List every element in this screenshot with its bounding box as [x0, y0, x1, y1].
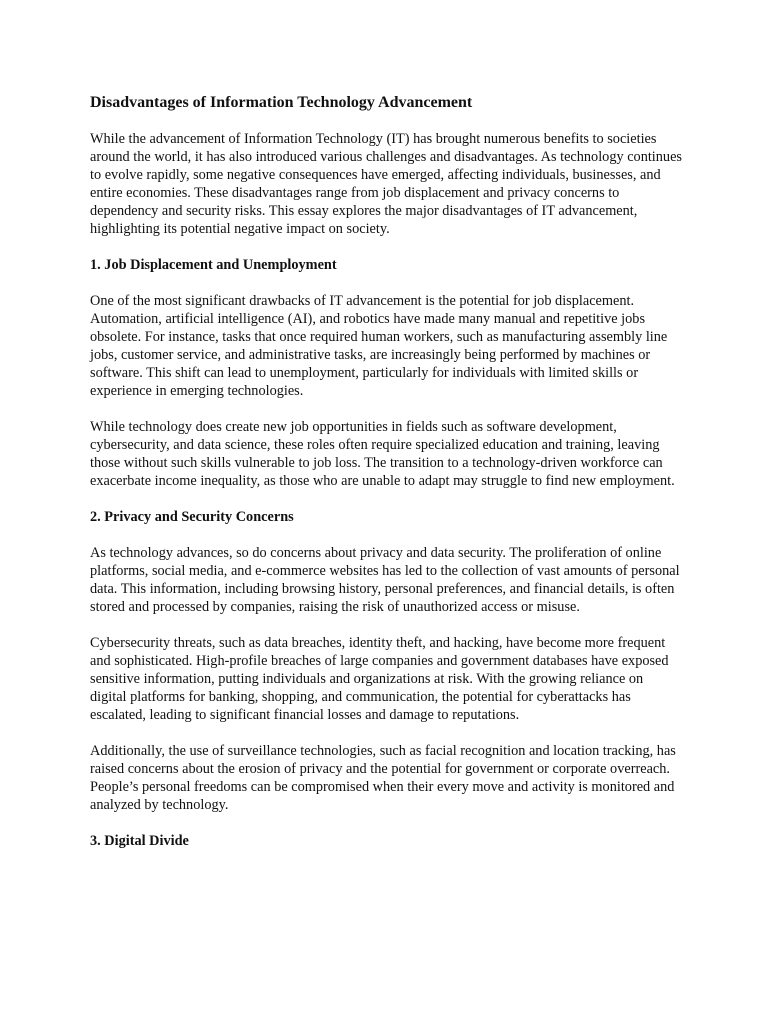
section-heading: 2. Privacy and Security Concerns	[90, 509, 294, 525]
section-paragraph: While technology does create new job opportunities in fields such as software development, cybersecurity, and data science, these roles often require specialized education and training, leaving those without such skills vulnerable to job loss. The transition to a technology-driven workforce can exacerbate income inequality, as those who are unable to adapt may struggle to find new employment.	[90, 419, 675, 489]
section-digital-divide	[90, 832, 682, 850]
section-paragraph: Cybersecurity threats, such as data breaches, identity theft, and hacking, have become more frequent and sophisticated. High-profile breaches of large companies and government databases have exposed sensitive information, putting individuals and organizations at risk. With the growing reliance on digital platforms for banking, shopping, and communication, the potential for cyberattacks has escalated, leading to significant financial losses and damage to reputations.	[90, 635, 669, 723]
section-privacy-security	[90, 508, 682, 814]
section-paragraph: As technology advances, so do concerns about privacy and data security. The proliferation of online platforms, social media, and e-commerce websites has led to the collection of vast amounts of personal data. This information, including browsing history, personal preferences, and financial details, is often stored and processed by companies, raising the risk of unauthorized access or misuse.	[90, 545, 680, 615]
section-paragraph: One of the most significant drawbacks of IT advancement is the potential for job displacement. Automation, artificial intelligence (AI), and robotics have made many manual and repetitive jobs obsolete. For instance, tasks that once required human workers, such as manufacturing assembly line jobs, customer service, and administrative tasks, are increasingly being performed by machines or software. This shift can lead to unemployment, particularly for individuals with limited skills or experience in emerging technologies.	[90, 293, 668, 399]
section-job-displacement	[90, 256, 682, 490]
section-heading: 3. Digital Divide	[90, 833, 189, 849]
section-paragraph: Additionally, the use of surveillance technologies, such as facial recognition and location tracking, has raised concerns about the erosion of privacy and the potential for government or corporate overreach. People’s personal freedoms can be compromised when their every move and activity is monitored and analyzed by technology.	[90, 743, 676, 813]
document-title: Disadvantages of Information Technology Advancement	[90, 94, 473, 111]
section-heading: 1. Job Displacement and Unemployment	[90, 257, 337, 273]
document-page	[90, 92, 682, 868]
intro-paragraph: While the advancement of Information Technology (IT) has brought numerous benefits to societies around the world, it has also introduced various challenges and disadvantages. As technology continues to evolve rapidly, some negative consequences have emerged, affecting individuals, businesses, and entire economies. These disadvantages range from job displacement and privacy concerns to dependency and security risks. This essay explores the major disadvantages of IT advancement, highlighting its potential negative impact on society.	[90, 131, 682, 237]
